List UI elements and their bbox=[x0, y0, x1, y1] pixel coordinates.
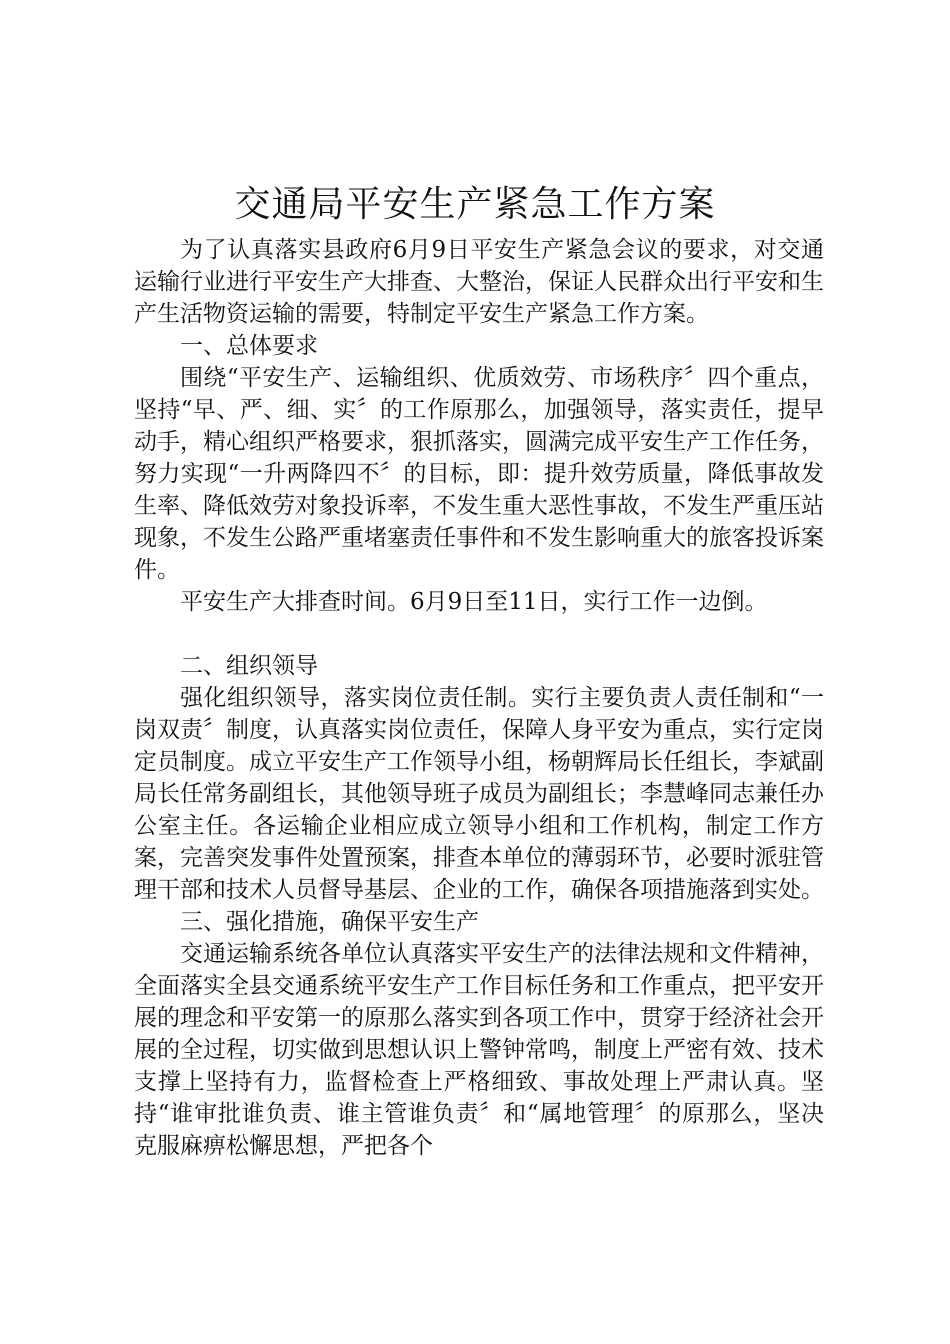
document-body bbox=[134, 234, 824, 1162]
organization-paragraph: 强化组织领导，落实岗位责任制。实行主要负责人责任制和“一岗双责〞制度，认真落实岗位责任，保障人身平安为重点，实行定岗定员制度。成立平安生产工作领导小组，杨朝辉局长任组长，李斌副局长任常务副组长，其他领导班子成员为副组长；李慧峰同志兼任办公室主任。各运输企业相应成立领导小组和工作机构，制定工作方案，完善突发事件处置预案，排查本单位的薄弱环节，必要时派驻管理干部和技术人员督导基层、企业的工作，确保各项措施落到实处。 bbox=[134, 685, 824, 903]
section-heading-measures: 三、强化措施，确保平安生产 bbox=[180, 909, 479, 935]
document-title: 交通局平安生产紧急工作方案 bbox=[234, 184, 716, 225]
inspection-time-paragraph: 平安生产大排查时间。6月9日至11日，实行工作一边倒。 bbox=[180, 589, 768, 615]
section-heading-organization: 二、组织领导 bbox=[180, 653, 318, 679]
intro-paragraph: 为了认真落实县政府6月9日平安生产紧急会议的要求，对交通运输行业进行平安生产大排查、大整治，保证人民群众出行平安和生产生活物资运输的需要，特制定平安生产紧急工作方案。 bbox=[134, 237, 824, 327]
section-heading-general-requirements: 一、总体要求 bbox=[180, 333, 318, 359]
general-requirements-paragraph: 围绕“平安生产、运输组织、优质效劳、市场秩序〞四个重点，坚持“早、严、细、实〞的工作原那么，加强领导，落实责任，提早动手，精心组织严格要求，狠抓落实，圆满完成平安生产工作任务，努力实现“一升两降四不〞的目标，即：提升效劳质量，降低事故发生率、降低效劳对象投诉率，不发生重大恶性事故，不发生严重压站现象，不发生公路严重堵塞责任事件和不发生影响重大的旅客投诉案件。 bbox=[134, 365, 824, 583]
measures-paragraph: 交通运输系统各单位认真落实平安生产的法律法规和文件精神，全面落实全县交通系统平安生产工作目标任务和工作重点，把平安开展的理念和平安第一的原那么落实到各项工作中，贯穿于经济社会开展的全过程，切实做到思想认识上警钟常鸣，制度上严密有效、技术支撑上坚持有力，监督检查上严格细致、事故处理上严肃认真。坚持“谁审批谁负责、谁主管谁负责〞和“属地管理〞的原那么，坚决克服麻痹松懈思想，严把各个 bbox=[134, 941, 824, 1159]
